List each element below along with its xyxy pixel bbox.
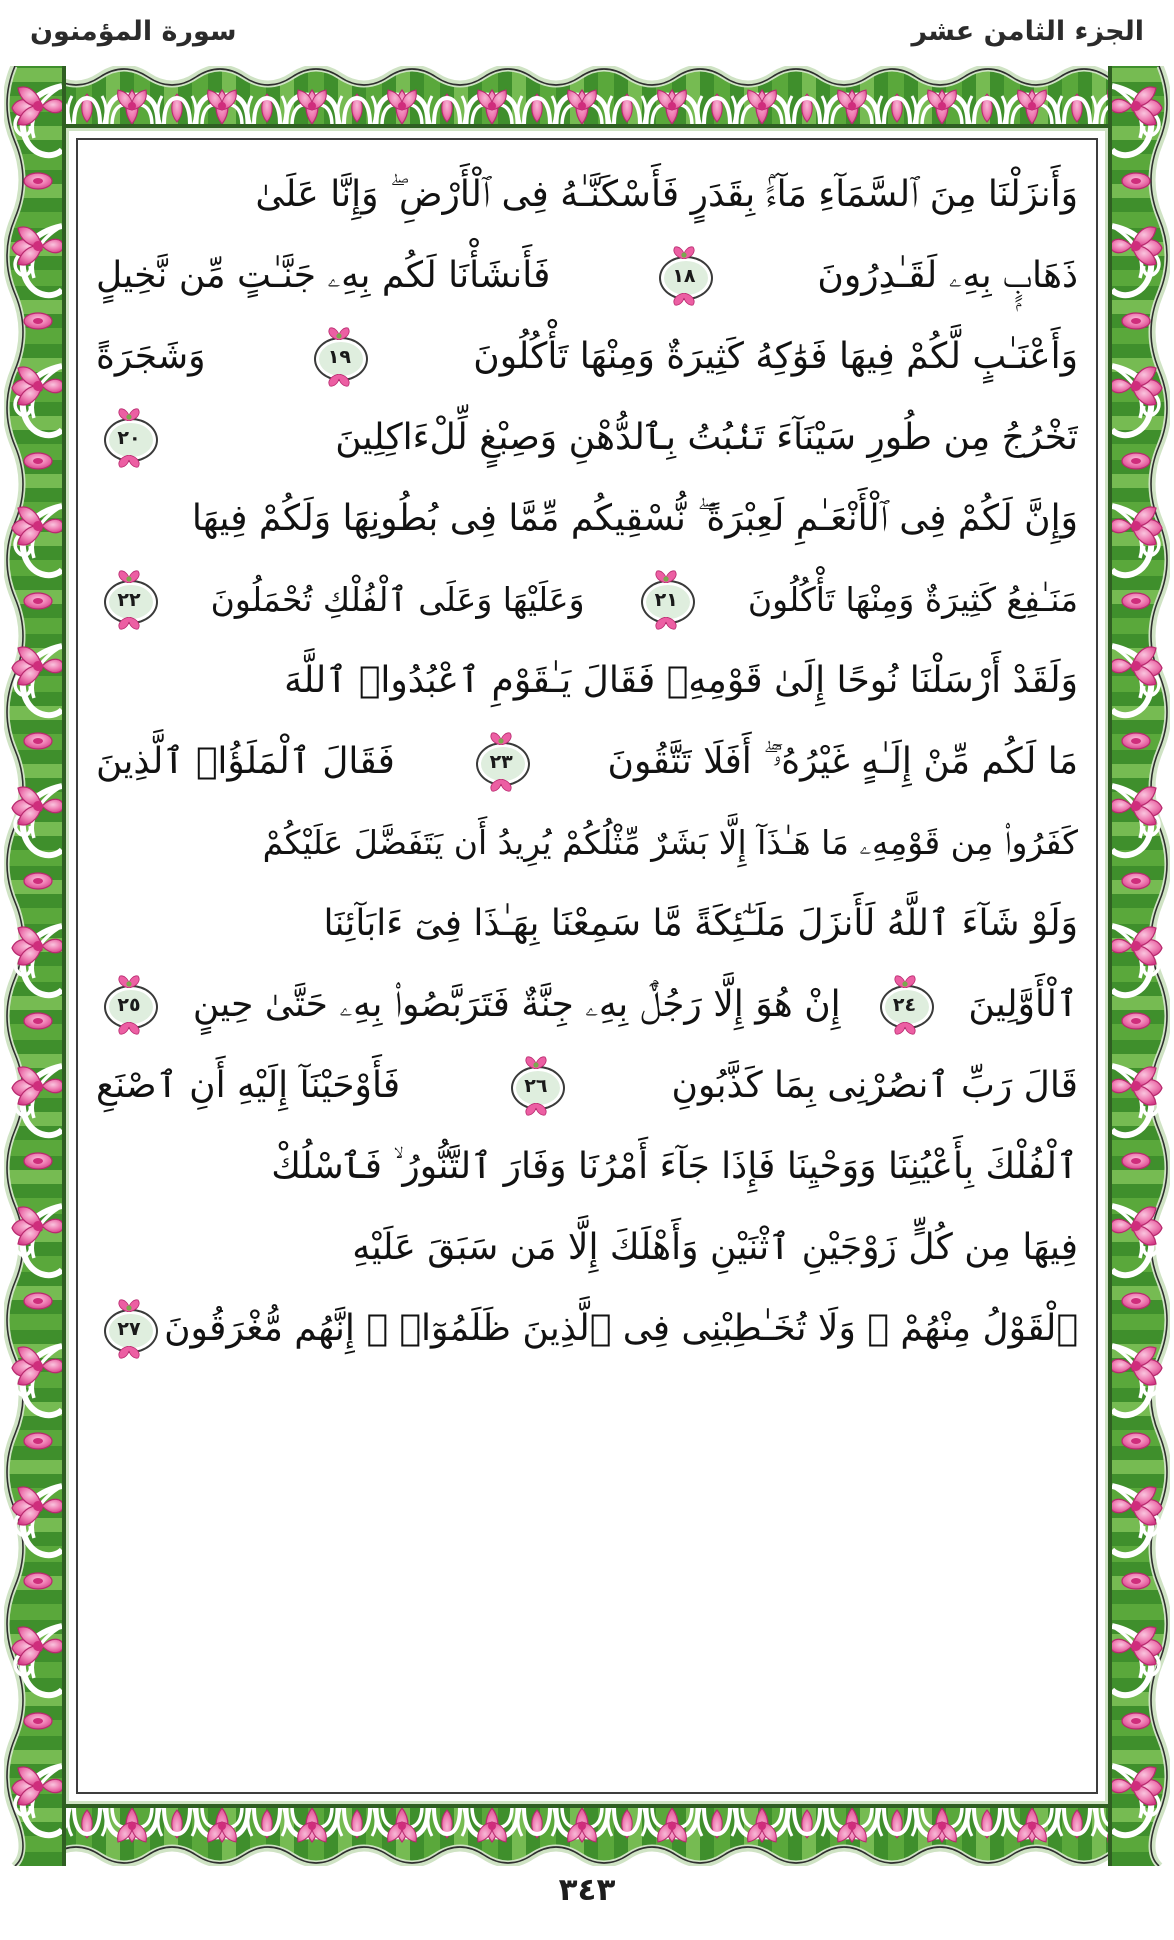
juz-label: الجزء الثامن عشر	[911, 15, 1144, 47]
ayah-number: ٢٦	[524, 1074, 548, 1097]
ayah-marker	[507, 1063, 565, 1109]
quran-line	[96, 397, 1078, 478]
flower-icon	[116, 1299, 142, 1312]
page-header	[0, 0, 1174, 62]
page-number: ٣٤٣	[558, 1872, 616, 1908]
flower-icon	[671, 246, 697, 259]
quran-line-text-after: فَقَالَ ٱلْمَلَؤُا۟ ٱلَّذِينَ	[96, 740, 395, 782]
quran-line	[96, 721, 1078, 802]
ayah-marker	[472, 739, 530, 785]
flower-icon	[523, 1056, 549, 1069]
quran-line-text: وَلَوْ شَآءَ ٱللَّهُ لَأَنزَلَ مَلَـٰٓئِكَةً مَّا سَمِعْنَا بِهَـٰذَا فِىٓ ءَابَآئِنَا	[323, 902, 1078, 944]
flower-icon	[488, 779, 514, 792]
flower-icon	[326, 327, 352, 340]
ayah-number: ٢٢	[117, 588, 141, 611]
quran-line-text-after: وَشَجَرَةً	[96, 335, 206, 377]
ayah-marker	[100, 415, 158, 461]
border-top	[4, 66, 1170, 128]
border-bottom	[4, 1804, 1170, 1866]
flower-icon	[892, 975, 918, 988]
ayah-number: ٢٧	[117, 1317, 141, 1340]
border-left	[4, 66, 66, 1866]
border-vine-pattern-left	[4, 66, 66, 1866]
quran-line-text: فِيهَا مِن كُلٍّ زَوْجَيْنِ ٱثْنَيْنِ وَأَهْلَكَ إِلَّا مَن سَبَقَ عَلَيْهِ	[352, 1226, 1078, 1268]
flower-icon	[116, 617, 142, 630]
quran-line	[96, 640, 1078, 721]
ayah-number: ٢٣	[489, 750, 513, 773]
quran-line-text: ٱلْفُلْكَ بِأَعْيُنِنَا وَوَحْيِنَا فَإِذَا جَآءَ أَمْرُنَا وَفَارَ ٱلتَّنُّورُ ۙ فَٱسْلُكْ	[271, 1145, 1078, 1187]
flower-icon	[116, 1022, 142, 1035]
quran-text-area	[76, 138, 1098, 1794]
quran-line-text-after: فَأَوْحَيْنَآ إِلَيْهِ أَنِ ٱصْنَعِ	[96, 1064, 401, 1106]
quran-line-text: وَأَنزَلْنَا مِنَ ٱلسَّمَآءِ مَآءًۢ بِقَدَرٍ فَأَسْكَنَّـٰهُ فِى ٱلْأَرْضِ ۖ وَإِنَّا عَلَىٰ	[255, 173, 1078, 215]
quran-line-text: ٱلْقَوْلُ مِنْهُمْ ۖ وَلَا تُخَـٰطِبْنِى فِى ٱلَّذِينَ ظَلَمُوٓا۟ ۖ إِنَّهُم مُّغْرَقُونَ	[164, 1307, 1078, 1349]
page-footer	[0, 1872, 1174, 1908]
quran-line-text: وَإِنَّ لَكُمْ فِى ٱلْأَنْعَـٰمِ لَعِبْرَةً ۖ نُّسْقِيكُم مِّمَّا فِى بُطُونِهَا وَلَكُمْ فِيهَا	[191, 497, 1078, 539]
quran-line-text: ٱلْأَوَّلِينَ	[968, 983, 1078, 1025]
quran-line-text: ذَهَابٍۭ بِهِۦ لَقَـٰدِرُونَ	[817, 254, 1078, 296]
quran-line	[96, 154, 1078, 235]
quran-line-text-after: إِنْ هُوَ إِلَّا رَجُلٌۢ بِهِۦ جِنَّةٌ فَتَرَبَّصُوا۟ بِهِۦ حَتَّىٰ حِينٍ	[192, 983, 841, 1025]
flower-icon	[326, 374, 352, 387]
flower-icon	[653, 570, 679, 583]
flower-icon	[116, 975, 142, 988]
quran-line	[96, 964, 1078, 1045]
quran-line-text: تَخْرُجُ مِن طُورِ سَيْنَآءَ تَنۢبُتُ بِٱلدُّهْنِ وَصِبْغٍ لِّلْءَاكِلِينَ	[335, 416, 1078, 458]
ayah-number: ٢١	[654, 588, 678, 611]
quran-line	[96, 802, 1078, 883]
ayah-marker	[100, 1306, 158, 1352]
flower-icon	[116, 1346, 142, 1359]
flower-icon	[116, 570, 142, 583]
ayah-number: ٢٠	[117, 426, 141, 449]
ayat-block	[96, 154, 1078, 1369]
quran-line	[96, 1288, 1078, 1369]
quran-line-text: مَنَـٰفِعُ كَثِيرَةٌ وَمِنْهَا تَأْكُلُونَ	[747, 580, 1078, 619]
quran-line	[96, 559, 1078, 640]
ayah-number: ٢٤	[892, 993, 917, 1016]
quran-line-text: مَا لَكُم مِّنْ إِلَـٰهٍ غَيْرُهُۥٓ ۖ أَفَلَا تَتَّقُونَ	[607, 740, 1078, 782]
quran-line	[96, 883, 1078, 964]
ayah-number: ٢٥	[117, 993, 141, 1016]
quran-line-text: وَلَقَدْ أَرْسَلْنَا نُوحًا إِلَىٰ قَوْمِهِۦ فَقَالَ يَـٰقَوْمِ ٱعْبُدُوا۟ ٱللَّهَ	[284, 659, 1078, 701]
border-vine-pattern-right	[1108, 66, 1170, 1866]
ayah-marker	[100, 577, 158, 623]
quran-line	[96, 478, 1078, 559]
flower-icon	[488, 732, 514, 745]
flower-icon	[116, 408, 142, 421]
quran-line	[96, 1126, 1078, 1207]
ayah-marker	[637, 577, 695, 623]
quran-line-text: كَفَرُوا۟ مِن قَوْمِهِۦ مَا هَـٰذَآ إِلَّا بَشَرٌ مِّثْلُكُمْ يُرِيدُ أَن يَتَفَضَّلَ عَلَيْكُمْ	[262, 823, 1078, 862]
border-vine-pattern-bottom	[4, 1804, 1170, 1866]
ornamental-frame	[4, 66, 1170, 1866]
text-panel	[66, 128, 1108, 1804]
quran-line	[96, 316, 1078, 397]
quran-line-text-after: فَأَنشَأْنَا لَكُم بِهِۦ جَنَّـٰتٍ مِّن نَّخِيلٍ	[96, 254, 551, 296]
border-vine-pattern	[4, 66, 1170, 128]
surah-label: سورة المؤمنون	[30, 15, 237, 47]
quran-line	[96, 1207, 1078, 1288]
quran-line	[96, 1045, 1078, 1126]
quran-line-text-after: وَعَلَيْهَا وَعَلَى ٱلْفُلْكِ تُحْمَلُونَ	[210, 580, 585, 619]
ayah-marker	[100, 982, 158, 1028]
quran-line-text: وَأَعْنَـٰبٍ لَّكُمْ فِيهَا فَوَٰكِهُ كَثِيرَةٌ وَمِنْهَا تَأْكُلُونَ	[473, 335, 1078, 377]
flower-icon	[671, 293, 697, 306]
ayah-number: ١٩	[327, 345, 351, 368]
flower-icon	[653, 617, 679, 630]
quran-line	[96, 235, 1078, 316]
flower-icon	[892, 1022, 918, 1035]
ayah-marker	[655, 253, 713, 299]
ayah-marker	[310, 334, 368, 380]
ayah-marker	[876, 982, 934, 1028]
flower-icon	[116, 455, 142, 468]
ayah-number: ١٨	[672, 264, 696, 287]
flower-icon	[523, 1103, 549, 1116]
quran-line-text: قَالَ رَبِّ ٱنصُرْنِى بِمَا كَذَّبُونِ	[671, 1064, 1078, 1106]
border-right	[1108, 66, 1170, 1866]
